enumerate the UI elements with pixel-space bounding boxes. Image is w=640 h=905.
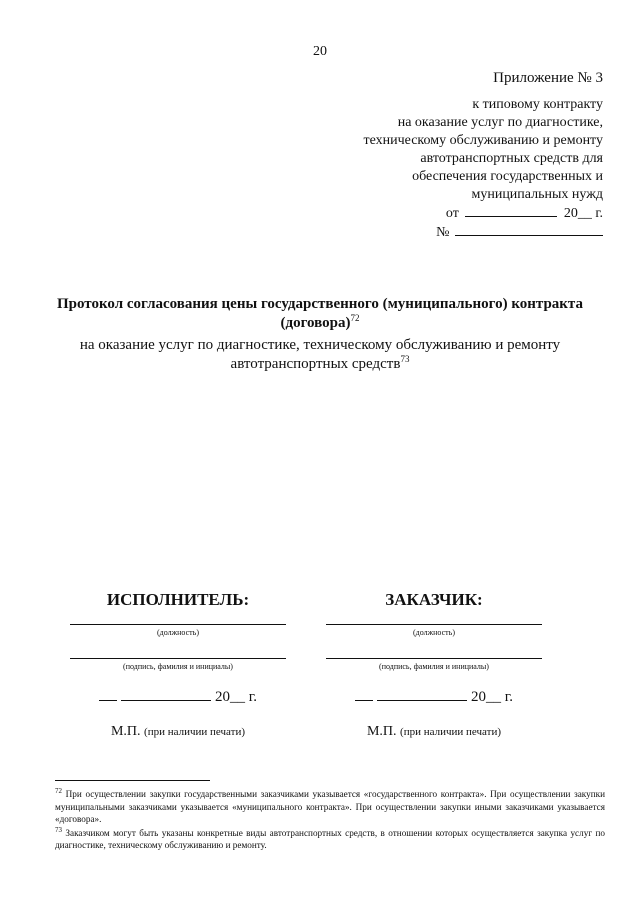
customer-signature-caption: (подпись, фамилия и инициалы) <box>379 662 489 671</box>
date-blank <box>465 204 557 217</box>
appendix-title: Приложение № 3 <box>493 70 603 86</box>
executor-month-blank <box>121 688 211 701</box>
header-line: к типовому контракту <box>472 97 603 112</box>
customer-year: 20__ <box>471 689 502 705</box>
customer-month-blank <box>377 688 467 701</box>
customer-year-suffix: г. <box>504 689 513 705</box>
header-line: муниципальных нужд <box>471 187 603 202</box>
customer-heading: ЗАКАЗЧИК: <box>385 590 483 609</box>
executor-stamp-main: М.П. <box>110 724 141 739</box>
header-line: обеспечения государственных и <box>412 169 603 184</box>
date-year: 20__ <box>563 206 592 221</box>
executor-position-line <box>70 616 286 625</box>
footnote-mark: 73 <box>55 825 62 834</box>
footnote-mark: 72 <box>55 787 62 795</box>
footnote-72 <box>55 788 605 826</box>
executor-year: 20__ <box>215 689 246 705</box>
protocol-title-line2: (договора) <box>280 315 351 331</box>
protocol-subtitle <box>0 336 640 374</box>
protocol-title-line1: Протокол согласования цены государственного (муниципального) контракта <box>56 296 583 312</box>
footnote-text: Заказчиком могут быть указаны конкретные виды автотранспортных средств, в отношении которых осуществляется закупка услуг по диагностике, техническому обслуживанию и ремонту. <box>55 827 605 850</box>
customer-stamp-main: М.П. <box>366 724 397 739</box>
contract-number-line <box>363 223 603 242</box>
customer-position-line <box>326 616 542 625</box>
number-blank <box>455 223 603 236</box>
customer-position-caption: (должность) <box>413 628 455 637</box>
contract-date-line <box>363 204 603 223</box>
executor-date-line <box>70 688 286 706</box>
footnotes <box>55 788 605 853</box>
footnote-ref-73: 73 <box>400 354 410 364</box>
date-prefix: от <box>445 206 459 221</box>
header-line: техническому обслуживанию и ремонту <box>363 133 603 148</box>
executor-day-blank <box>99 688 117 701</box>
executor-position-caption: (должность) <box>157 628 199 637</box>
protocol-subtitle-line1: на оказание услуг по диагностике, техническому обслуживанию и ремонту <box>79 337 561 353</box>
customer-signature-block <box>326 590 542 740</box>
customer-stamp <box>326 724 542 740</box>
number-prefix: № <box>436 225 450 240</box>
executor-year-suffix: г. <box>248 689 257 705</box>
footnote-divider <box>55 780 210 781</box>
footnote-73 <box>55 827 605 852</box>
date-suffix: г. <box>595 206 603 221</box>
protocol-title <box>0 295 640 333</box>
customer-day-blank <box>355 688 373 701</box>
customer-stamp-note: (при наличии печати) <box>400 726 502 738</box>
protocol-subtitle-line2: автотранспортных средств <box>230 356 401 372</box>
footnote-text: При осуществлении закупки государственными заказчиками указывается «государственного контракта». При осуществлении закупки муниципальными заказчиками указывается «муниципального контракта». При осуществлении закупки иными заказчиками указывается «договора». <box>55 789 605 824</box>
footnote-ref-72: 72 <box>350 313 360 323</box>
page-number: 20 <box>313 44 327 59</box>
executor-stamp <box>70 724 286 740</box>
appendix-reference <box>363 96 603 242</box>
header-line: на оказание услуг по диагностике, <box>397 115 603 130</box>
customer-signature-line <box>326 650 542 659</box>
executor-heading: ИСПОЛНИТЕЛЬ: <box>106 590 250 609</box>
executor-stamp-note: (при наличии печати) <box>144 726 246 738</box>
executor-signature-line <box>70 650 286 659</box>
executor-signature-block <box>70 590 286 740</box>
header-line: автотранспортных средств для <box>420 151 603 166</box>
executor-signature-caption: (подпись, фамилия и инициалы) <box>123 662 233 671</box>
customer-date-line <box>326 688 542 706</box>
